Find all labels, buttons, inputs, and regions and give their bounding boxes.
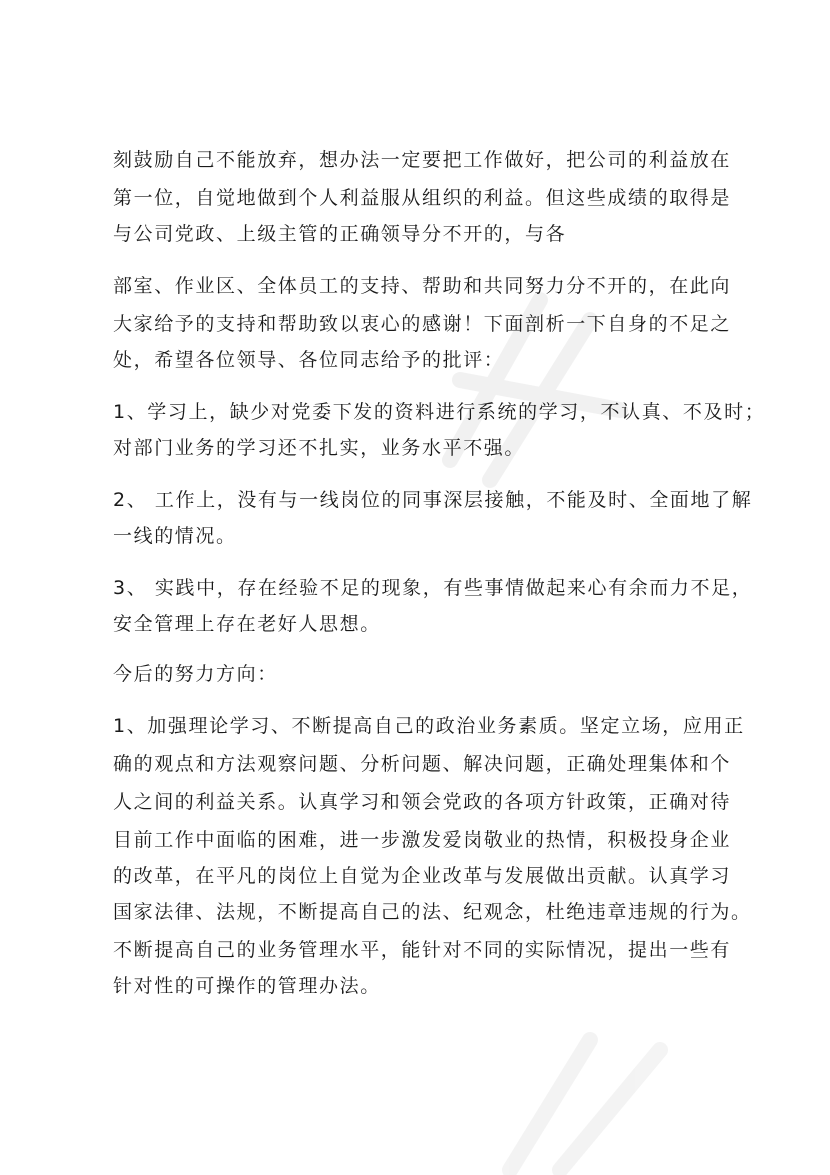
text-line-8: 对部门业务的学习还不扎实，业务水平不强。 — [113, 437, 526, 459]
text-line-11: 3、 实践中，存在经验不足的现象，有些事情做起来心有余而力不足， — [113, 577, 753, 599]
text-line-10: 一线的情况。 — [113, 525, 237, 547]
text-line-20: 不断提高自己的业务管理水平，能针对不同的实际情况，提出一些有 — [113, 939, 732, 961]
text-line-7: 1、学习上，缺少对党委下发的资料进行系统的学习，不认真、不及时； — [113, 401, 766, 423]
watermark-logo — [420, 260, 640, 520]
text-line-2: 第一位，自觉地做到个人利益服从组织的利益。但这些成绩的取得是 — [113, 187, 732, 209]
text-line-16: 人之间的利益关系。认真学习和领会党政的各项方针政策，正确对待 — [113, 791, 732, 813]
text-line-18: 的改革，在平凡的岗位上自觉为企业改革与发展做出贡献。认真学习 — [113, 865, 732, 887]
text-line-17: 目前工作中面临的困难，进一步激发爱岗敬业的热情，积极投身企业 — [113, 829, 732, 851]
text-line-6: 处，希望各位领导、各位同志给予的批评： — [113, 349, 505, 371]
text-line-1: 刻鼓励自己不能放弃，想办法一定要把工作做好，把公司的利益放在 — [113, 149, 732, 171]
text-line-14: 1、加强理论学习、不断提高自己的政治业务素质。坚定立场，应用正 — [113, 715, 745, 737]
text-line-15: 确的观点和方法观察问题、分析问题、解决问题，正确处理集体和个 — [113, 753, 732, 775]
text-line-19: 国家法律、法规，不断提高自己的法、纪观念，杜绝违章违规的行为。 — [113, 901, 752, 923]
watermark-logo-bottom — [480, 1020, 700, 1175]
text-line-5: 大家给予的支持和帮助致以衷心的感谢！下面剖析一下自身的不足之 — [113, 313, 732, 335]
text-line-12: 安全管理上存在老好人思想。 — [113, 613, 381, 635]
text-line-3: 与公司党政、上级主管的正确领导分不开的，与各 — [113, 223, 567, 245]
text-line-13: 今后的努力方向： — [113, 663, 278, 685]
text-line-4: 部室、作业区、全体员工的支持、帮助和共同努力分不开的，在此向 — [113, 275, 732, 297]
text-line-21: 针对性的可操作的管理办法。 — [113, 975, 381, 997]
text-line-9: 2、 工作上，没有与一线岗位的同事深层接触，不能及时、全面地了解 — [113, 489, 753, 511]
